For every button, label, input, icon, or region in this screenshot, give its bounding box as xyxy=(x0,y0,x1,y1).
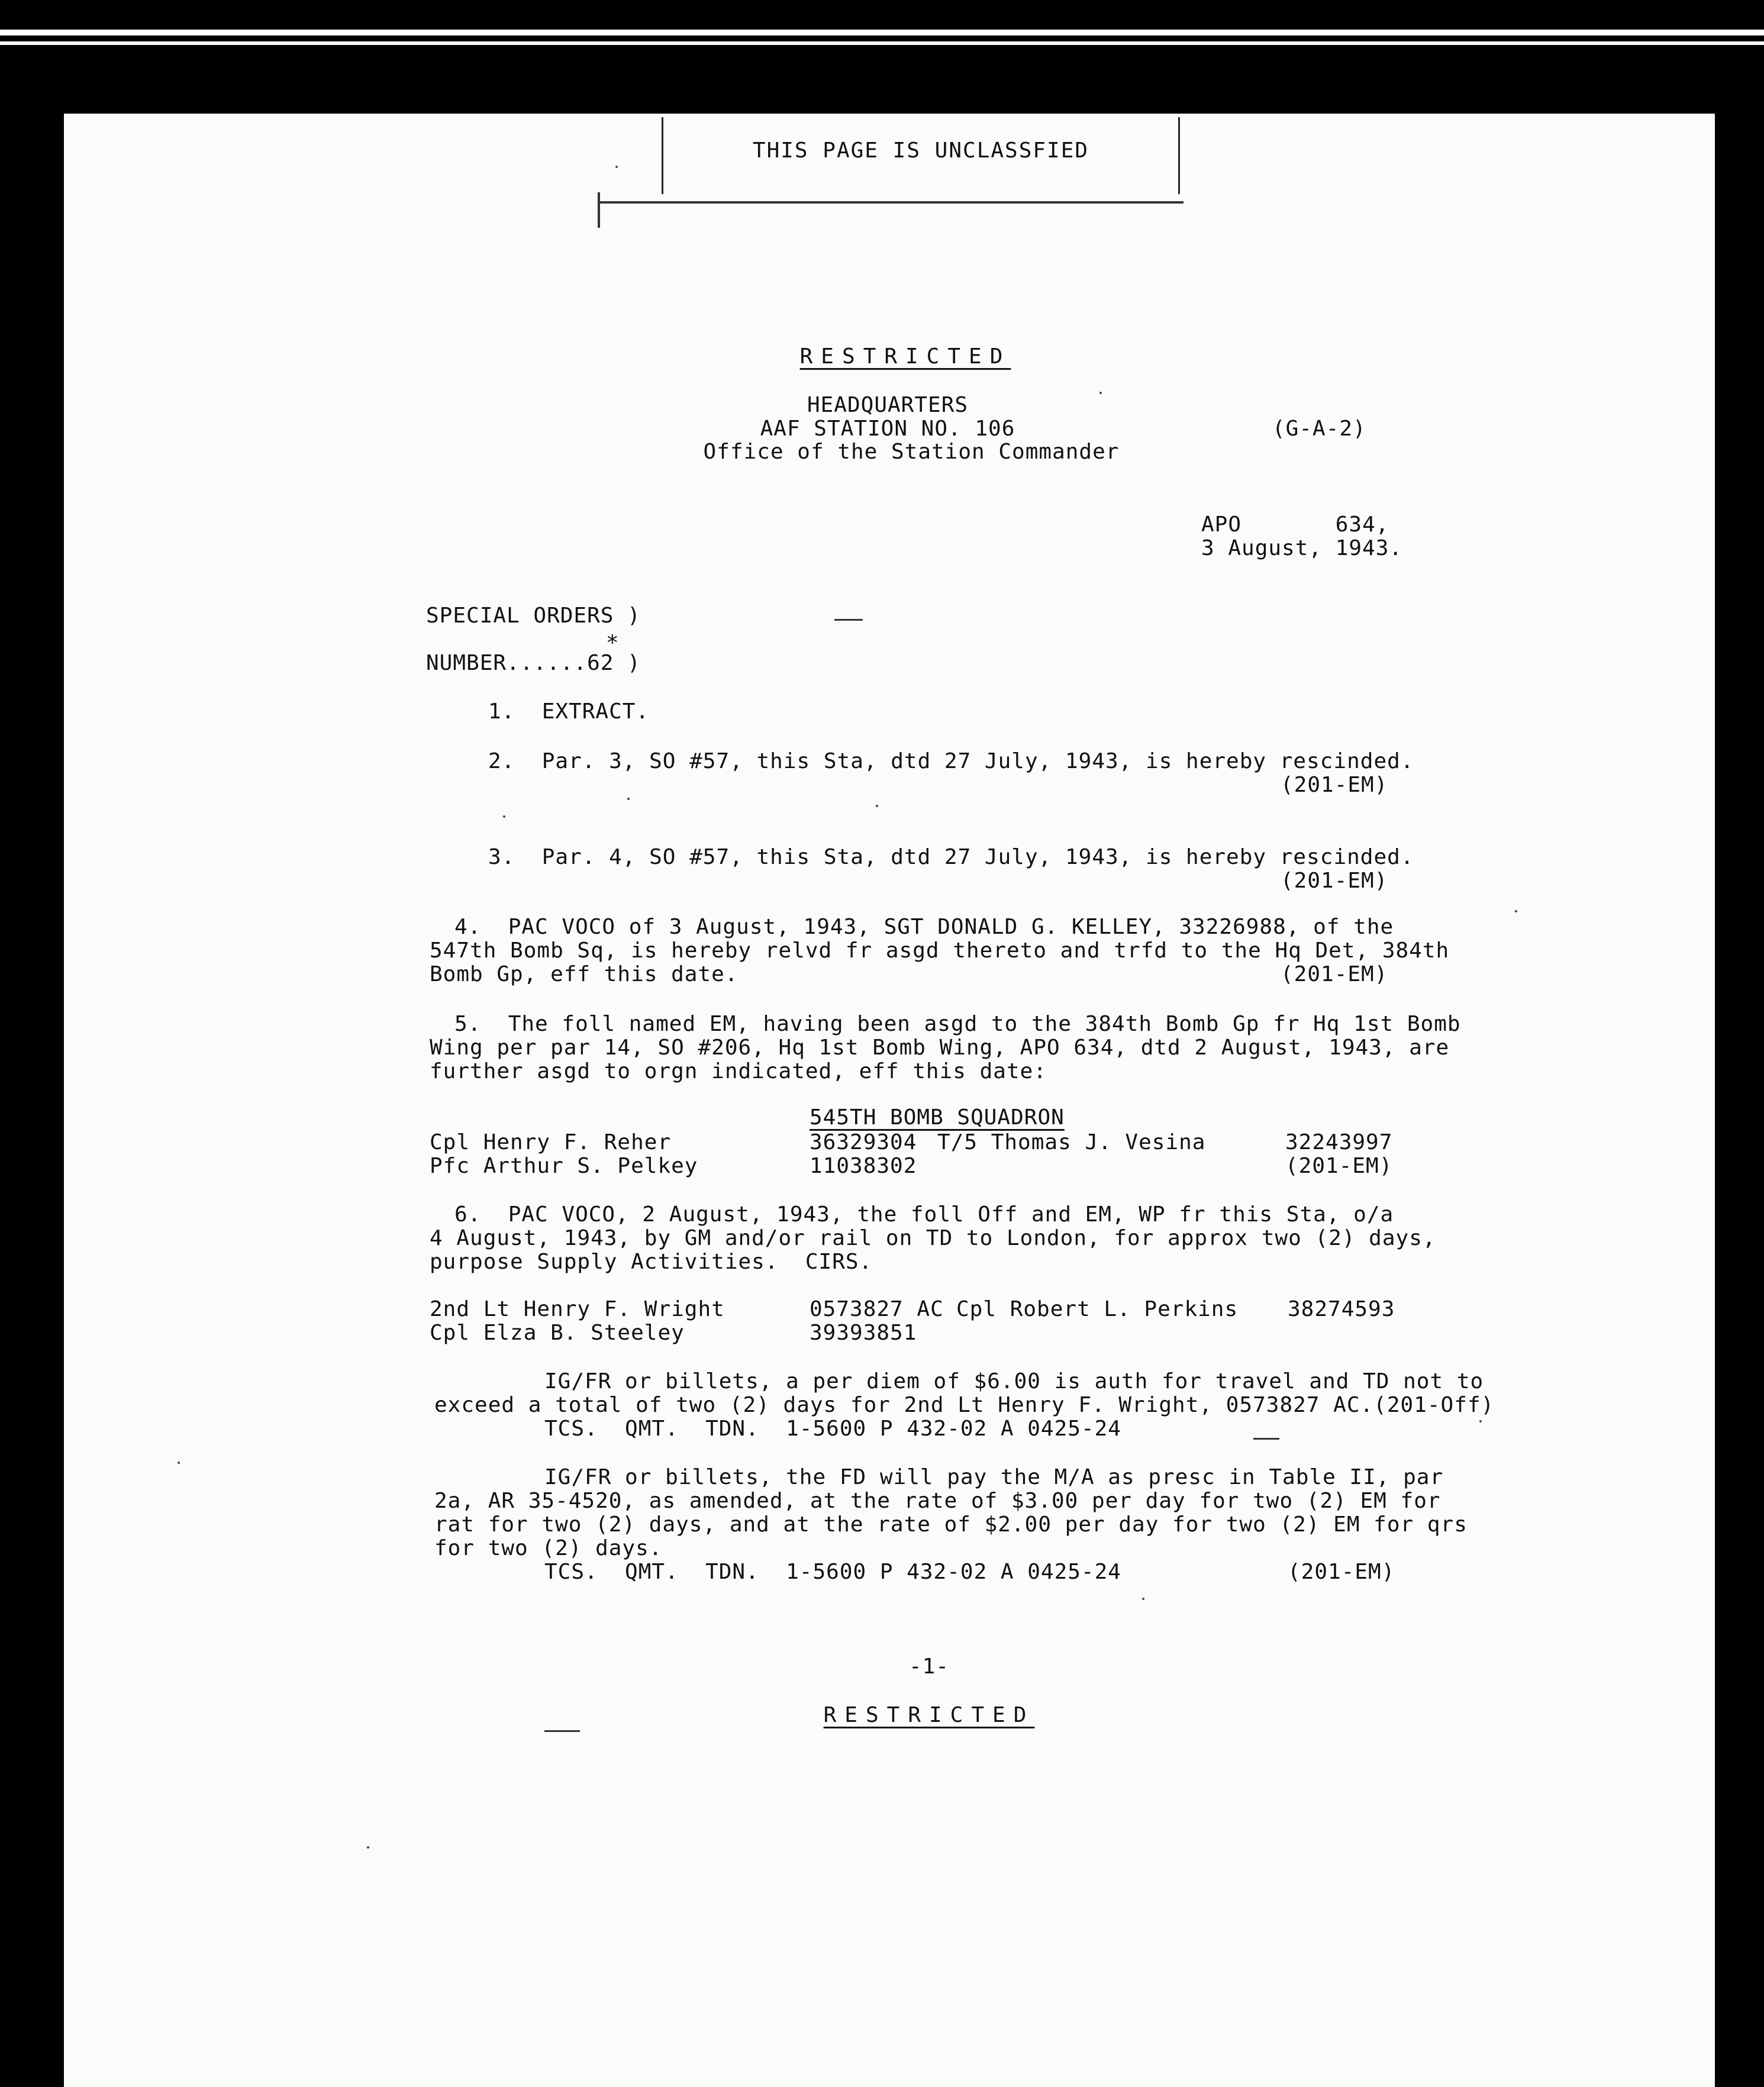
paragraph-6-line: 4 August, 1943, by GM and/or rail on TD to London, for approx two (2) days, xyxy=(430,1226,1436,1250)
scan-speck xyxy=(1479,1420,1482,1422)
paragraph-2-reference: (201-EM) xyxy=(1281,773,1388,797)
paragraph-6-line: 6. PAC VOCO, 2 August, 1943, the foll Off and EM, WP fr this Sta, o/a xyxy=(454,1202,1394,1227)
paragraph-2: 2. Par. 3, SO #57, this Sta, dtd 27 July, 1943, is hereby rescinded. xyxy=(488,749,1414,773)
scan-speck xyxy=(1142,1598,1144,1600)
header-office: Office of the Station Commander xyxy=(703,440,1120,464)
scan-speck xyxy=(876,805,878,807)
stamp-text: THIS PAGE IS UNCLASSFIED xyxy=(752,138,1089,163)
header-code: (G-A-2) xyxy=(1272,417,1366,441)
header-station: AAF STATION NO. 106 xyxy=(760,417,1015,441)
scan-speck xyxy=(367,1846,369,1849)
allowance-line: TCS. QMT. TDN. 1-5600 P 432-02 A 0425-24 xyxy=(544,1560,1121,1584)
unclassified-stamp xyxy=(662,117,1180,194)
orders-number: NUMBER......62 ) xyxy=(426,651,641,675)
per-diem-line: exceed a total of two (2) days for 2nd Lt Henry F. Wright, 0573827 AC.(201-Off) xyxy=(434,1393,1495,1417)
paragraph-4-reference: (201-EM) xyxy=(1281,962,1388,986)
scan-speck xyxy=(178,1462,180,1464)
footer-classification: RESTRICTED xyxy=(823,1703,1035,1727)
stamp-bracket xyxy=(598,195,1183,204)
scan-speck xyxy=(1515,910,1517,912)
allowance-line: for two (2) days. xyxy=(434,1536,663,1560)
paragraph-3-reference: (201-EM) xyxy=(1281,869,1388,893)
top-border-rule xyxy=(0,41,1764,45)
paragraph-6-line: purpose Supply Activities. CIRS. xyxy=(430,1250,873,1274)
dash-mark xyxy=(834,619,863,621)
scan-speck xyxy=(1099,392,1102,394)
roster-serial: 38274593 xyxy=(1288,1297,1395,1321)
header-classification: RESTRICTED xyxy=(799,344,1011,369)
per-diem-line: IG/FR or billets, a per diem of $6.00 is auth for travel and TD not to xyxy=(544,1369,1484,1394)
roster-serial: 11038302 xyxy=(810,1154,917,1178)
roster-serial: 36329304 xyxy=(810,1130,917,1154)
squadron-title: 545TH BOMB SQUADRON xyxy=(810,1105,1065,1130)
dash-mark xyxy=(1253,1438,1279,1440)
top-border-rule xyxy=(0,30,1764,36)
paragraph-5-line: Wing per par 14, SO #206, Hq 1st Bomb Wing, APO 634, dtd 2 August, 1943, are xyxy=(430,1036,1450,1060)
per-diem-line: TCS. QMT. TDN. 1-5600 P 432-02 A 0425-24 xyxy=(544,1417,1121,1441)
header-headquarters: HEADQUARTERS xyxy=(807,393,969,417)
roster-name: Pfc Arthur S. Pelkey xyxy=(430,1154,698,1178)
page-number: -1- xyxy=(908,1654,950,1679)
header-apo: APO 634, xyxy=(1201,512,1389,537)
allowance-line: IG/FR or billets, the FD will pay the M/A as presc in Table II, par xyxy=(544,1465,1444,1489)
stamp-bracket-tick xyxy=(598,192,600,228)
squadron-reference: (201-EM) xyxy=(1285,1154,1393,1178)
allowance-line: rat for two (2) days, and at the rate of $2.00 per day for two (2) EM for qrs xyxy=(434,1512,1468,1537)
roster-name: Cpl Robert L. Perkins xyxy=(956,1297,1239,1321)
roster-name: T/5 Thomas J. Vesina xyxy=(937,1130,1206,1154)
paragraph-1: 1. EXTRACT. xyxy=(488,699,650,724)
roster-serial: 32243997 xyxy=(1285,1130,1393,1154)
header-date: 3 August, 1943. xyxy=(1201,536,1403,560)
special-orders-label: SPECIAL ORDERS ) xyxy=(426,604,641,628)
roster-serial: 0573827 AC xyxy=(810,1297,944,1321)
paragraph-3: 3. Par. 4, SO #57, this Sta, dtd 27 July, 1943, is hereby rescinded. xyxy=(488,845,1414,869)
allowance-line: 2a, AR 35-4520, as amended, at the rate of $3.00 per day for two (2) EM for xyxy=(434,1489,1441,1513)
paragraph-4-line: 4. PAC VOCO of 3 August, 1943, SGT DONALD G. KELLEY, 33226988, of the xyxy=(454,915,1394,939)
roster-name: 2nd Lt Henry F. Wright xyxy=(430,1297,725,1321)
paragraph-5-line: further asgd to orgn indicated, eff this date: xyxy=(430,1059,1047,1083)
scan-speck xyxy=(615,166,618,168)
dash-mark xyxy=(544,1730,580,1732)
paragraph-4-line: Bomb Gp, eff this date. xyxy=(430,962,739,986)
roster-name: Cpl Elza B. Steeley xyxy=(430,1321,685,1345)
roster-serial: 39393851 xyxy=(810,1321,917,1345)
paragraph-5-line: 5. The foll named EM, having been asgd to the 384th Bomb Gp fr Hq 1st Bomb xyxy=(454,1012,1461,1036)
roster-name: Cpl Henry F. Reher xyxy=(430,1130,672,1154)
paragraph-4-line: 547th Bomb Sq, is hereby relvd fr asgd thereto and trfd to the Hq Det, 384th xyxy=(430,938,1450,963)
scan-speck xyxy=(503,815,505,818)
orders-asterisk: * xyxy=(606,631,620,655)
scan-speck xyxy=(627,798,630,800)
allowance-reference: (201-EM) xyxy=(1288,1560,1395,1584)
